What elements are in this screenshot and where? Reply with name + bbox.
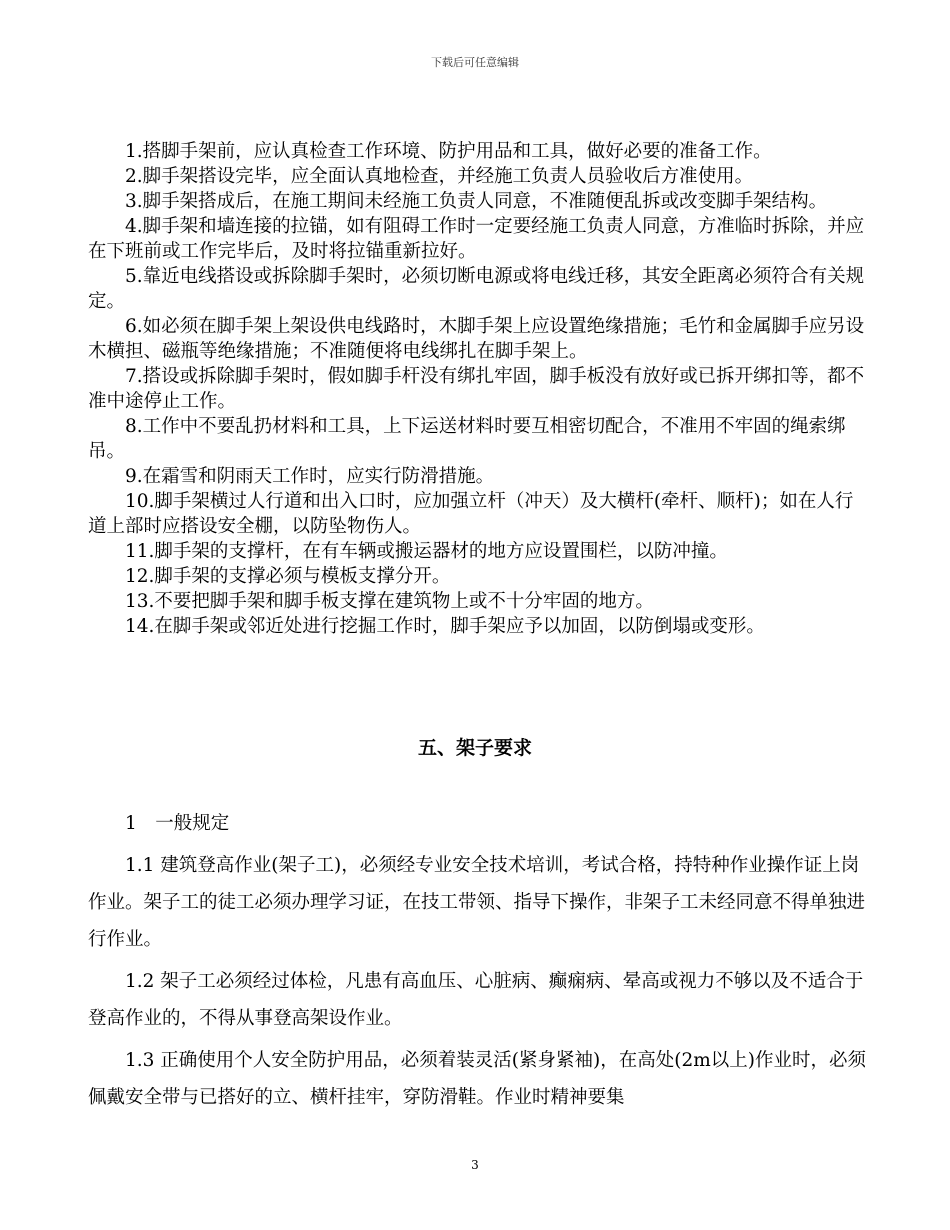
list-item: 12.脚手架的支撑必须与模板支撑分开。 — [125, 566, 451, 587]
list-item: 11.脚手架的支撑杆，在有车辆或搬运器材的地方应设置围栏，以防冲撞。 — [125, 541, 728, 562]
paragraph: 1.3 正确使用个人安全防护用品，必须着装灵活(紧身紧袖)，在高处(2m以上)作业时，必须佩戴安全带与已搭好的立、横杆挂牢，穿防滑鞋。作业时精神要集 — [88, 1050, 866, 1108]
list-item: 8.工作中不要乱扔材料和工具，上下运送材料时要互相密切配合，不准用不牢固的绳索绑吊。 — [88, 416, 846, 462]
list-item: 5.靠近电线搭设或拆除脚手架时，必须切断电源或将电线迁移，其安全距离必须符合有关规定。 — [88, 266, 865, 312]
page-header: 下载后可任意编辑 — [431, 56, 519, 69]
list-item: 13.不要把脚手架和脚手板支撑在建筑物上或不十分牢固的地方。 — [125, 591, 654, 612]
list-item: 7.搭设或拆除脚手架时，假如脚手杆没有绑扎牢固，脚手板没有放好或已拆开绑扣等，都不准中途停止工作。 — [88, 366, 865, 412]
list-item: 3.脚手架搭成后，在施工期间未经施工负责人同意，不准随便乱拆或改变脚手架结构。 — [125, 191, 828, 212]
list-item: 14.在脚手架或邻近处进行挖掘工作时，脚手架应予以加固，以防倒塌或变形。 — [125, 616, 765, 637]
section-body — [88, 805, 868, 1116]
list-item: 9.在霜雪和阴雨天工作时，应实行防滑措施。 — [125, 466, 495, 487]
page-number: 3 — [471, 1158, 479, 1172]
section-subheading: 1 一般规定 — [125, 813, 230, 834]
list-item: 1.搭脚手架前，应认真检查工作环境、防护用品和工具，做好必要的准备工作。 — [125, 141, 772, 162]
section-title: 五、架子要求 — [417, 737, 532, 759]
list-item: 4.脚手架和墙连接的拉锚，如有阻碍工作时一定要经施工负责人同意，方准临时拆除，并应在下班前或工作完毕后，及时将拉锚重新拉好。 — [88, 216, 865, 262]
list-item: 2.脚手架搭设完毕，应全面认真地检查，并经施工负责人员验收后方准使用。 — [125, 166, 754, 187]
paragraph: 1.2 架子工必须经过体检，凡患有高血压、心脏病、癫痫病、晕高或视力不够以及不适合于登高作业的，不得从事登高架设作业。 — [88, 971, 864, 1029]
list-item: 10.脚手架横过人行道和出入口时，应加强立杆（冲天）及大横杆(牵杆、顺杆)；如在人行道上部时应搭设安全棚，以防坠物伤人。 — [88, 491, 854, 537]
paragraph: 1.1 建筑登高作业(架子工)，必须经专业安全技术培训，考试合格，持特种作业操作证上岗作业。架子工的徒工必须办理学习证，在技工带领、指导下操作，非架子工未经同意不得单独进行作业。 — [88, 855, 866, 950]
safety-rules-list — [88, 139, 868, 639]
list-item: 6.如必须在脚手架上架设供电线路时，木脚手架上应设置绝缘措施；毛竹和金属脚手应另设木横担、磁瓶等绝缘措施；不准随便将电线绑扎在脚手架上。 — [88, 316, 865, 362]
